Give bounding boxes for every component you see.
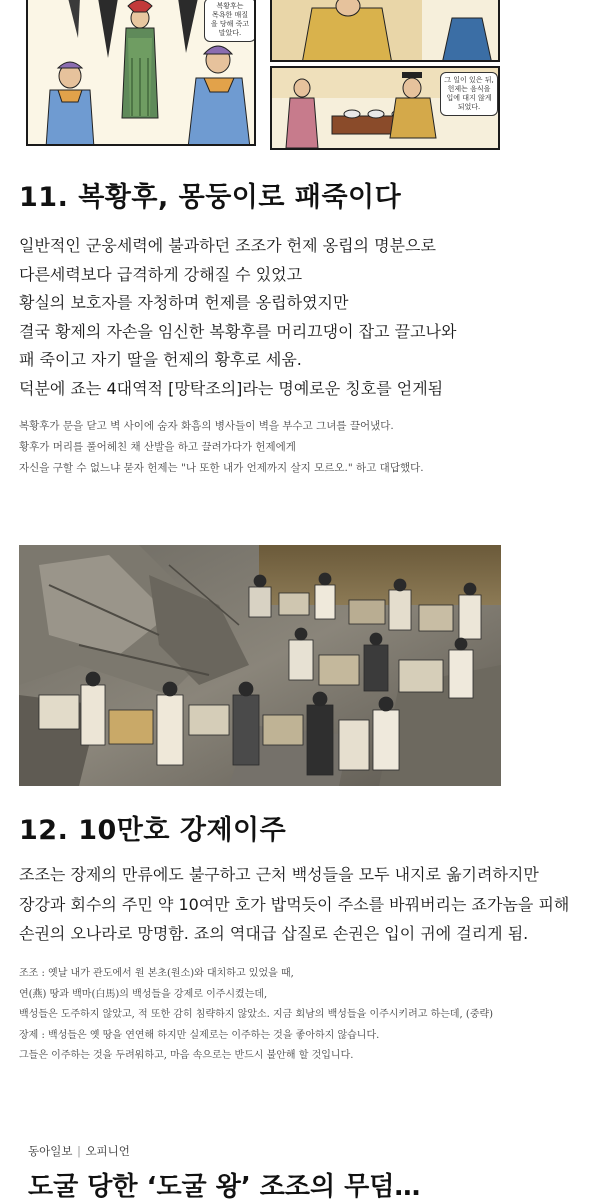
body-line: 황실의 보호자를 자청하며 헌제를 옹립하였지만: [19, 293, 349, 313]
quote-line: 장제 : 백성들은 옛 땅을 연연해 하지만 실제로는 이주하는 것을 좋아하지 않습니다.: [19, 1029, 380, 1041]
comic-strip-image: [20, 0, 500, 150]
comic-bubble-left: 복황후는 목욕한 매질 을 당해 죽고 말았다.: [204, 0, 256, 42]
quote-line: 그들은 이주하는 것을 두려워하고, 마음 속으로는 반드시 불안해 할 것입니다.: [19, 1050, 354, 1062]
quote-line: 연(燕) 땅과 백마(白馬)의 백성들을 강제로 이주시켰는데,: [19, 988, 268, 1000]
news-headline: 도굴 당한 ‘도굴 왕’ 조조의 무덤…: [28, 1172, 421, 1202]
quote-line: 복황후가 문을 닫고 벽 사이에 숨자 화흠의 병사들이 벽을 부수고 그녀를 끌어냈다.: [19, 420, 394, 432]
comic-panel-court: [270, 0, 500, 62]
body-line: 패 죽이고 자기 딸을 헌제의 황후로 세움.: [19, 350, 302, 370]
refugee-photo-illustration: [19, 545, 501, 786]
section-11-body: [19, 232, 579, 404]
body-line: 덕분에 죠는 4대역적 [망탁조의]라는 명예로운 칭호를 얻게됨: [19, 378, 444, 398]
news-category: 오피니언: [85, 1146, 130, 1158]
news-separator: |: [77, 1146, 81, 1158]
section-11-quote: [19, 416, 579, 479]
body-line: 결국 황제의 자손을 임신한 복황후를 머리끄댕이 잡고 끌고나와: [19, 321, 457, 341]
section-11-heading: 11. 복황후, 몽둥이로 패죽이다: [19, 182, 402, 213]
comic-bubble-right: 그 일이 있은 뒤, 헌제는 음식을 입에 대지 않게 되었다.: [440, 72, 498, 116]
quote-line: 자신을 구할 수 없느냐 묻자 헌제는 "나 또한 내가 언제까지 살지 모르오." 하고 대답했다.: [19, 462, 424, 474]
refugee-migration-photo: [19, 545, 501, 786]
comic-panel-right-top-illustration: [272, 0, 500, 62]
body-line: 장강과 회수의 주민 약 10여만 호가 밥먹듯이 주소를 바꿔버리는 죠가놈을 피해: [19, 894, 570, 914]
body-line: 다른세력보다 급격하게 강해질 수 있었고: [19, 264, 303, 284]
body-line: 손권의 오나라로 망명함. 죠의 역대급 삽질로 손권은 입이 귀에 걸리게 됨.: [19, 924, 529, 943]
body-line: 일반적인 군웅세력에 불과하던 조조가 헌제 옹립의 명분으로: [19, 236, 436, 255]
quote-line: 백성들은 도주하지 않았고, 적 또한 감히 침략하지 않았소. 지금 회남의 백성들을 이주시키려고 하는데, (중략): [19, 1009, 494, 1021]
quote-line: 조조 : 옛날 내가 관도에서 원 본초(원소)와 대치하고 있었을 때,: [19, 968, 294, 979]
comic-panel-banquet: [270, 66, 500, 150]
section-12-heading: 12. 10만호 강제이주: [19, 815, 287, 846]
section-12-quote: [19, 964, 579, 1067]
body-line: 조조는 장제의 만류에도 불구하고 근처 백성들을 모두 내지로 옮기려하지만: [19, 865, 539, 884]
comic-panel-beating: [26, 0, 256, 146]
quote-line: 황후가 머리를 풀어헤친 채 산발을 하고 끌려가다가 헌제에게: [19, 441, 296, 453]
news-outlet: 동아일보: [28, 1146, 73, 1158]
news-source: [28, 1143, 130, 1159]
section-12-body: [19, 860, 579, 949]
